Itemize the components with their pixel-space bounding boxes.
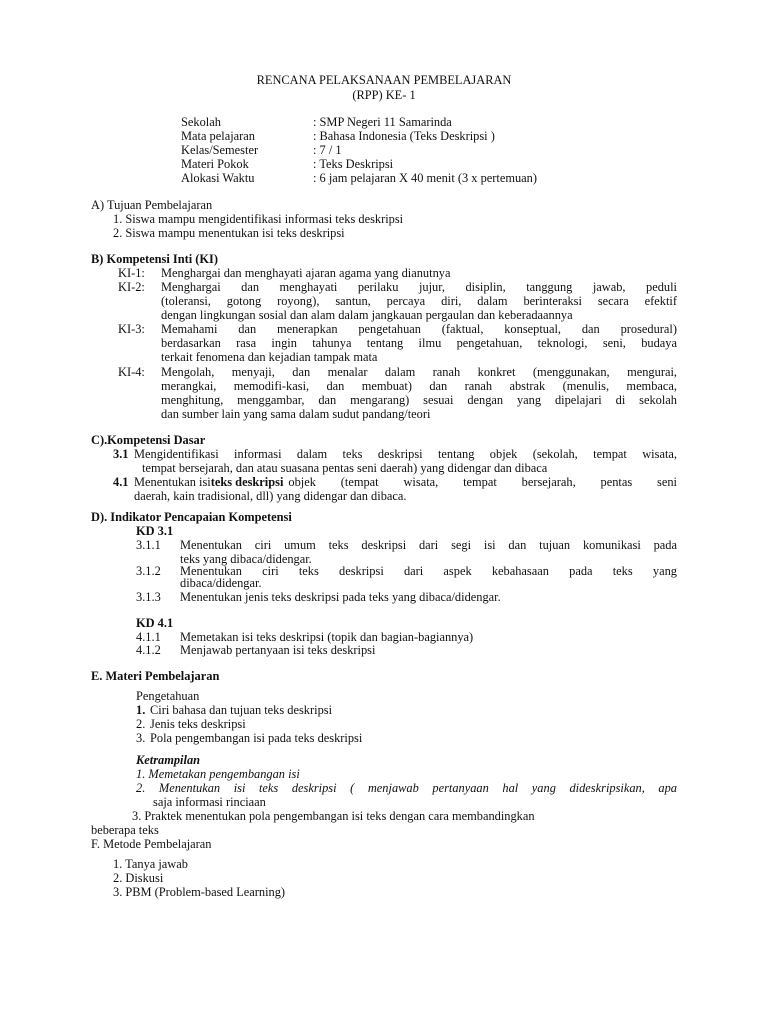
section-b-heading: B) Kompetensi Inti (KI) <box>91 252 219 266</box>
identity-label: Alokasi Waktu <box>181 171 255 185</box>
indicator-number: 4.1.2 <box>136 643 161 657</box>
identity-value: : SMP Negeri 11 Samarinda <box>313 115 452 129</box>
kd-text: Menentukan isi <box>134 475 211 489</box>
indicator-number: 3.1.3 <box>136 590 161 604</box>
list-item: 2. Diskusi <box>113 871 164 885</box>
indicator-text: dibaca/didengar. <box>180 576 262 590</box>
subheading-ketrampilan: Ketrampilan <box>136 753 201 767</box>
kd-number: 4.1 <box>113 475 129 489</box>
list-item: 1. Tanya jawab <box>113 857 188 871</box>
list-item: Ciri bahasa dan tujuan teks deskripsi <box>150 703 333 717</box>
ki-text: Menghargai dan menghayati ajaran agama yang dianutnya <box>161 266 451 280</box>
document-title: RENCANA PELAKSANAAN PEMBELAJARAN <box>256 73 512 87</box>
identity-label: Materi Pokok <box>181 157 249 171</box>
list-item: 1. Siswa mampu mengidentifikasi informasi teks deskripsi <box>113 212 404 226</box>
list-item: 3. PBM (Problem-based Learning) <box>113 885 286 899</box>
ki-text: menghitung, menggambar, dan mengarang) sesuai dengan yang dipelajari di sekolah <box>161 393 677 407</box>
indicator-number: 3.1.2 <box>136 564 161 578</box>
list-item: 1. Memetakan pengembangan isi <box>136 767 300 781</box>
list-item-continued: saja informasi rinciaan <box>153 795 266 809</box>
ki-code: KI-2: <box>118 280 145 294</box>
list-item-continued: beberapa teks <box>91 823 159 837</box>
identity-label: Kelas/Semester <box>181 143 259 157</box>
ki-code: KI-1: <box>118 266 145 280</box>
list-number: 2. <box>136 717 146 731</box>
list-item: Jenis teks deskripsi <box>150 717 246 731</box>
section-f-heading: F. Metode Pembelajaran <box>91 837 212 851</box>
kd-text-line <box>134 476 677 490</box>
indicator-number: 3.1.1 <box>136 538 161 552</box>
list-item: 2. Siswa mampu menentukan isi teks deskripsi <box>113 226 345 240</box>
ki-text: (toleransi, gotong royong), santun, percaya diri, dalam berinteraksi secara efektif <box>161 294 677 308</box>
ki-text: berdasarkan rasa ingin tahunya tentang ilmu pengetahuan, teknologi, seni, budaya <box>161 336 677 350</box>
kd-text: tempat bersejarah, dan atau suasana pentas seni daerah) yang didengar dan dibaca <box>142 461 548 475</box>
kd-text: Mengidentifikasi informasi dalam teks deskripsi tentang objek (sekolah, tempat wisata, <box>134 447 677 461</box>
ki-text: dengan lingkungan sosial dan alam dalam jangkauan pergaulan dan keberadaannya <box>161 308 573 322</box>
ki-text: merangkai, memodifi-kasi, dan membuat) dan ranah abstrak (menulis, membaca, <box>161 379 677 393</box>
kd-text: daerah, kain tradisional, dll) yang didengar dan dibaca. <box>134 489 407 503</box>
indicator-text: Menentukan jenis teks deskripsi pada teks yang dibaca/didengar. <box>180 590 501 604</box>
ki-text: terkait fenomena dan kejadian tampak mata <box>161 350 378 364</box>
subheading-pengetahuan: Pengetahuan <box>136 689 200 703</box>
ki-text: Mengolah, menyaji, dan menalar dalam ranah konkret (menggunakan, mengurai, <box>161 365 677 379</box>
indicator-text: Menentukan ciri umum teks deskripsi dari segi isi dan tujuan komunikasi pada <box>180 538 677 552</box>
section-d-heading: D). Indikator Pencapaian Kompetensi <box>91 510 292 524</box>
list-item: Pola pengembangan isi pada teks deskripsi <box>150 731 363 745</box>
identity-value: : Teks Deskripsi <box>313 157 394 171</box>
list-number: 3. <box>136 731 146 745</box>
kd-subtitle: KD 4.1 <box>136 616 174 630</box>
identity-value: : 6 jam pelajaran X 40 menit (3 x pertemuan) <box>313 171 537 185</box>
list-item: 3. Praktek menentukan pola pengembangan isi teks dengan cara membandingkan <box>132 809 535 823</box>
kd-subtitle: KD 3.1 <box>136 524 174 538</box>
section-e-heading: E. Materi Pembelajaran <box>91 669 220 683</box>
identity-label: Mata pelajaran <box>181 129 255 143</box>
indicator-text: Menentukan ciri teks deskripsi dari aspek kebahasaan pada teks yang <box>180 564 677 578</box>
identity-value: : 7 / 1 <box>313 143 342 157</box>
identity-label: Sekolah <box>181 115 221 129</box>
indicator-text: Memetakan isi teks deskripsi (topik dan bagian-bagiannya) <box>180 630 474 644</box>
list-number: 1. <box>136 703 146 717</box>
identity-value: : Bahasa Indonesia (Teks Deskripsi ) <box>313 129 495 143</box>
ki-code: KI-3: <box>118 322 145 336</box>
kd-text: objek (tempat wisata, tempat bersejarah, pentas seni <box>288 475 677 489</box>
indicator-text: teks yang dibaca/didengar. <box>180 552 312 566</box>
kd-text-bold: teks deskripsi <box>210 475 284 489</box>
ki-text: Menghargai dan menghayati perilaku jujur, disiplin, tanggung jawab, peduli <box>161 280 677 294</box>
indicator-text: Menjawab pertanyaan isi teks deskripsi <box>180 643 376 657</box>
ki-code: KI-4: <box>118 365 145 379</box>
document-subtitle: (RPP) KE- 1 <box>352 88 416 102</box>
section-c-heading: C).Kompetensi Dasar <box>91 433 206 447</box>
list-item: 2. Menentukan isi teks deskripsi ( menjawab pertanyaan hal yang dideskripsikan, apa <box>136 781 677 795</box>
section-a-heading: A) Tujuan Pembelajaran <box>91 198 213 212</box>
indicator-number: 4.1.1 <box>136 630 161 644</box>
ki-text: dan sumber lain yang sama dalam sudut pandang/teori <box>161 407 431 421</box>
ki-text: Memahami dan menerapkan pengetahuan (faktual, konseptual, dan prosedural) <box>161 322 677 336</box>
kd-number: 3.1 <box>113 447 129 461</box>
